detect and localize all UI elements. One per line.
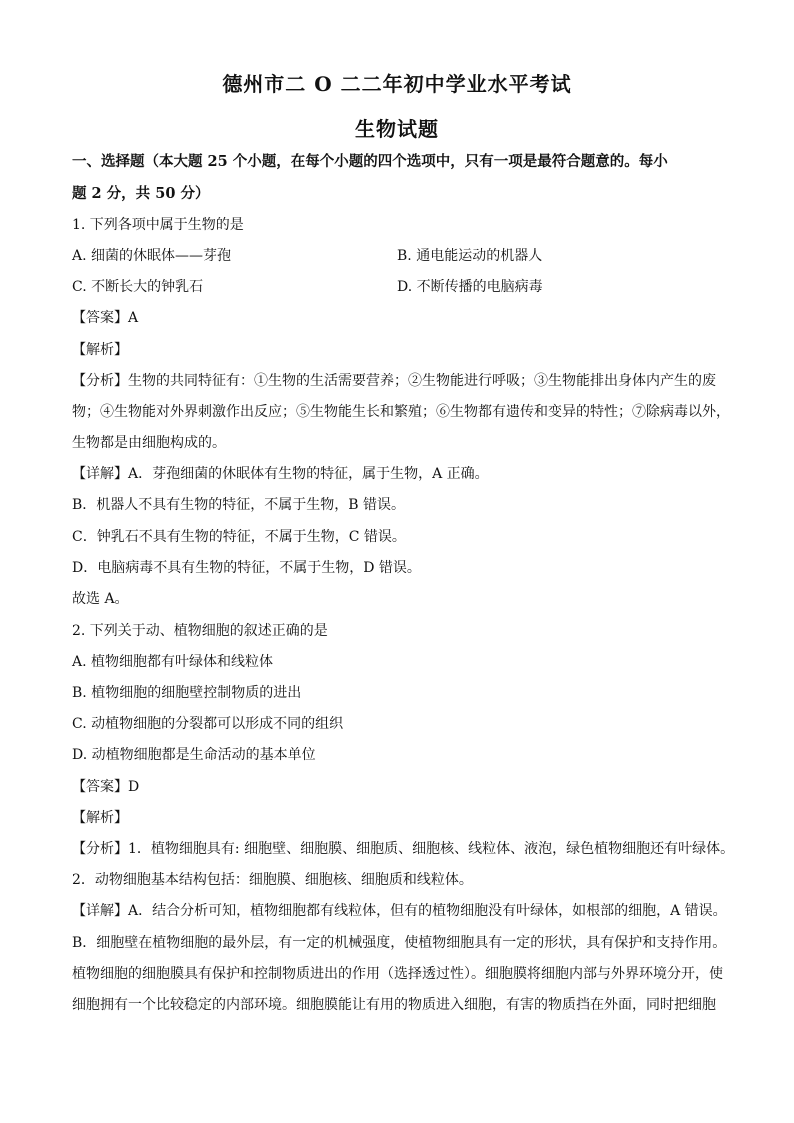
q1-detail-c: C．钟乳石不具有生物的特征，不属于生物，C 错误。 <box>72 529 406 545</box>
q2-analysis-line1: 【分析】1．植物细胞具有: 细胞壁、细胞膜、细胞质、细胞核、线粒体、液泡，绿色植物细胞还有叶绿体。 <box>72 841 735 857</box>
q1-option-a: A. 细菌的休眠体——芽孢 <box>72 248 232 264</box>
q1-detail-d: D．电脑病毒不具有生物的特征，不属于生物，D 错误。 <box>72 560 421 576</box>
q1-answer: 【答案】A <box>72 310 139 326</box>
q1-stem: 1. 下列各项中属于生物的是 <box>72 217 244 233</box>
q2-stem: 2. 下列关于动、植物细胞的叙述正确的是 <box>72 623 328 639</box>
section-heading-line2: 题 2 分，共 50 分） <box>72 185 210 202</box>
q1-jiexi-label: 【解析】 <box>72 342 128 358</box>
q2-option-a: A. 植物细胞都有叶绿体和线粒体 <box>72 654 274 670</box>
q1-option-d: D. 不断传播的电脑病毒 <box>397 279 543 295</box>
exam-subtitle: 生物试题 <box>355 117 439 141</box>
q1-option-b: B. 通电能运动的机器人 <box>397 248 543 264</box>
q1-conclusion: 故选 A。 <box>72 591 129 607</box>
q1-analysis-line2: 物；④生物能对外界刺激作出反应；⑤生物能生长和繁殖；⑥生物都有遗传和变异的特性；⑦除病毒以外， <box>72 404 730 420</box>
q2-jiexi-label: 【解析】 <box>72 810 128 826</box>
q2-detail-a: 【详解】A．结合分析可知，植物细胞都有线粒体，但有的植物细胞没有叶绿体，如根部的细胞，A 错误。 <box>72 903 727 919</box>
q2-analysis-line2: 2．动物细胞基本结构包括：细胞膜、细胞核、细胞质和线粒体。 <box>72 872 473 888</box>
section-heading-line1: 一、选择题（本大题 25 个小题，在每个小题的四个选项中，只有一项是最符合题意的。每小 <box>72 153 668 170</box>
q2-option-c: C. 动植物细胞的分裂都可以形成不同的组织 <box>72 716 344 732</box>
q1-analysis-line3: 生物都是由细胞构成的。 <box>72 435 226 451</box>
q1-option-c: C. 不断长大的钟乳石 <box>72 279 204 295</box>
q1-analysis-line1: 【分析】生物的共同特征有：①生物的生活需要营养；②生物能进行呼吸；③生物能排出身体内产生的废 <box>72 373 716 389</box>
exam-title: 德州市二 O 二二年初中学业水平考试 <box>222 72 572 96</box>
q2-detail-b-line3: 细胞拥有一个比较稳定的内部环境。细胞膜能让有用的物质进入细胞，有害的物质挡在外面，同时把细胞 <box>72 997 716 1013</box>
q2-answer: 【答案】D <box>72 779 140 795</box>
q1-detail-a: 【详解】A．芽孢细菌的休眠体有生物的特征，属于生物，A 正确。 <box>72 466 489 482</box>
q2-option-d: D. 动植物细胞都是生命活动的基本单位 <box>72 747 316 763</box>
q1-detail-b: B．机器人不具有生物的特征，不属于生物，B 错误。 <box>72 497 406 513</box>
q2-option-b: B. 植物细胞的细胞壁控制物质的进出 <box>72 685 302 701</box>
q2-detail-b-line1: B．细胞壁在植物细胞的最外层，有一定的机械强度，使植物细胞具有一定的形状，具有保护和支持作用。 <box>72 935 727 951</box>
q2-detail-b-line2: 植物细胞的细胞膜具有保护和控制物质进出的作用（选择透过性）。细胞膜将细胞内部与外界环境分开，使 <box>72 966 723 982</box>
